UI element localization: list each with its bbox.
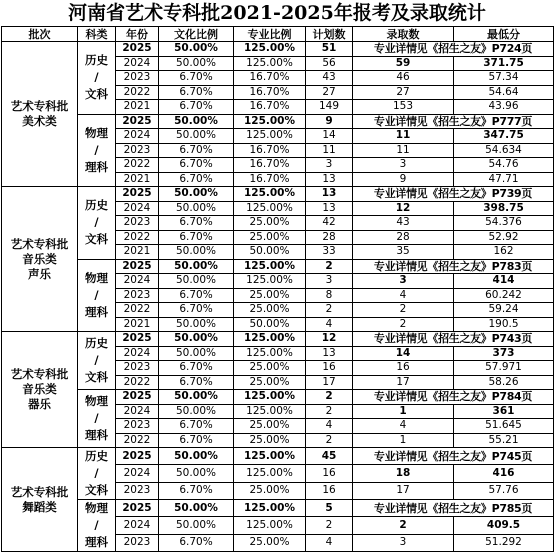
admitted-count-cell: 16	[353, 361, 454, 376]
category-label-line: 理科	[85, 535, 108, 549]
table-row	[2, 259, 554, 274]
category-label-line: 物理	[85, 125, 108, 140]
plan-count-cell: 45	[306, 448, 353, 465]
plan-count-cell: 13	[306, 187, 353, 202]
batch-label-line: 艺术专科批	[10, 236, 69, 251]
culture-ratio-cell: 50.00%	[159, 56, 234, 71]
culture-ratio-cell: 6.70%	[159, 158, 234, 173]
admitted-count-cell: 9	[353, 172, 454, 187]
category-label-line: 历史	[85, 53, 108, 68]
culture-ratio-cell: 6.70%	[159, 482, 234, 499]
culture-ratio-cell: 6.70%	[159, 375, 234, 390]
year-cell: 2023	[116, 419, 159, 434]
plan-count-cell: 8	[306, 288, 353, 303]
guide-reference-cell	[353, 448, 554, 465]
year-cell: 2024	[116, 129, 159, 144]
plan-count-cell: 2	[306, 390, 353, 405]
table-row	[2, 332, 554, 347]
year-cell: 2025	[116, 500, 159, 517]
plan-count-cell: 13	[306, 201, 353, 216]
min-score-cell: 414	[454, 274, 554, 289]
year-cell: 2023	[116, 216, 159, 231]
culture-ratio-cell: 50.00%	[159, 346, 234, 361]
batch-label-line: 舞蹈类	[22, 499, 57, 514]
culture-ratio-cell: 50.00%	[159, 317, 234, 332]
professional-ratio-cell: 125.00%	[234, 332, 306, 347]
category-label-line: 理科	[85, 428, 108, 442]
year-cell: 2021	[116, 172, 159, 187]
plan-count-cell: 2	[306, 404, 353, 419]
admission-table	[1, 26, 554, 552]
category-label-line: 文科	[85, 483, 108, 497]
professional-ratio-cell: 125.00%	[234, 517, 306, 534]
min-score-cell: 54.634	[454, 143, 554, 158]
guide-reference-text: 专业详情见《招生之友》	[373, 332, 492, 346]
year-cell: 2021	[116, 317, 159, 332]
professional-ratio-cell: 25.00%	[234, 375, 306, 390]
professional-ratio-cell: 16.70%	[234, 71, 306, 86]
culture-ratio-cell: 6.70%	[159, 303, 234, 318]
guide-page-number: P784页	[491, 390, 533, 404]
plan-count-cell: 149	[306, 100, 353, 115]
admitted-count-cell: 2	[353, 517, 454, 534]
batch-cell	[2, 448, 78, 552]
min-score-cell: 54.76	[454, 158, 554, 173]
culture-ratio-cell: 6.70%	[159, 419, 234, 434]
header-culture-ratio: 文化比例	[159, 27, 234, 42]
plan-count-cell: 13	[306, 172, 353, 187]
culture-ratio-cell: 6.70%	[159, 143, 234, 158]
year-cell: 2023	[116, 361, 159, 376]
professional-ratio-cell: 125.00%	[234, 259, 306, 274]
professional-ratio-cell: 125.00%	[234, 274, 306, 289]
category-cell	[78, 448, 116, 500]
culture-ratio-cell: 6.70%	[159, 433, 234, 448]
table-body	[2, 42, 554, 552]
table-row	[2, 114, 554, 129]
min-score-cell: 409.5	[454, 517, 554, 534]
category-label-line: 历史	[85, 449, 108, 463]
professional-ratio-cell: 125.00%	[234, 114, 306, 129]
guide-reference-cell	[353, 114, 554, 129]
admitted-count-cell: 43	[353, 216, 454, 231]
category-label-line: 历史	[85, 198, 108, 213]
admitted-count-cell: 2	[353, 317, 454, 332]
year-cell: 2021	[116, 100, 159, 115]
culture-ratio-cell: 50.00%	[159, 42, 234, 57]
culture-ratio-cell: 50.00%	[159, 404, 234, 419]
year-cell: 2024	[116, 465, 159, 482]
admitted-count-cell: 4	[353, 288, 454, 303]
guide-page-number: P739页	[491, 187, 533, 201]
batch-label-line: 艺术专科批	[10, 99, 69, 113]
min-score-cell: 59.24	[454, 303, 554, 318]
header-batch: 批次	[2, 27, 78, 42]
culture-ratio-cell: 50.00%	[159, 187, 234, 202]
guide-page-number: P724页	[491, 42, 533, 56]
plan-count-cell: 2	[306, 433, 353, 448]
culture-ratio-cell: 6.70%	[159, 100, 234, 115]
category-label-line: /	[94, 287, 99, 302]
admitted-count-cell: 35	[353, 245, 454, 260]
batch-label-line: 音乐类	[22, 251, 57, 266]
professional-ratio-cell: 125.00%	[234, 129, 306, 144]
year-cell: 2022	[116, 230, 159, 245]
batch-label-line: 美术类	[22, 114, 57, 128]
culture-ratio-cell: 6.70%	[159, 534, 234, 551]
admitted-count-cell: 28	[353, 230, 454, 245]
admitted-count-cell: 153	[353, 100, 454, 115]
year-cell: 2023	[116, 482, 159, 499]
guide-page-number: P785页	[491, 501, 533, 515]
culture-ratio-cell: 50.00%	[159, 259, 234, 274]
culture-ratio-cell: 50.00%	[159, 201, 234, 216]
category-cell	[78, 187, 116, 260]
culture-ratio-cell: 50.00%	[159, 129, 234, 144]
professional-ratio-cell: 16.70%	[234, 143, 306, 158]
category-label-line: /	[94, 411, 99, 425]
culture-ratio-cell: 6.70%	[159, 85, 234, 100]
guide-reference-text: 专业详情见《招生之友》	[373, 501, 492, 515]
professional-ratio-cell: 125.00%	[234, 346, 306, 361]
admitted-count-cell: 18	[353, 465, 454, 482]
category-cell	[78, 114, 116, 187]
admitted-count-cell: 1	[353, 404, 454, 419]
year-cell: 2023	[116, 534, 159, 551]
plan-count-cell: 3	[306, 274, 353, 289]
culture-ratio-cell: 6.70%	[159, 172, 234, 187]
header-category: 科类	[78, 27, 116, 42]
header-admitted-count: 录取数	[353, 27, 454, 42]
culture-ratio-cell: 50.00%	[159, 274, 234, 289]
guide-reference-text: 专业详情见《招生之友》	[373, 114, 492, 128]
year-cell: 2025	[116, 332, 159, 347]
header-professional-ratio: 专业比例	[234, 27, 306, 42]
min-score-cell: 347.75	[454, 129, 554, 144]
min-score-cell: 57.34	[454, 71, 554, 86]
min-score-cell: 361	[454, 404, 554, 419]
culture-ratio-cell: 50.00%	[159, 332, 234, 347]
professional-ratio-cell: 50.00%	[234, 317, 306, 332]
category-cell	[78, 332, 116, 390]
year-cell: 2025	[116, 114, 159, 129]
culture-ratio-cell: 6.70%	[159, 230, 234, 245]
guide-reference-cell	[353, 390, 554, 405]
admitted-count-cell: 46	[353, 71, 454, 86]
year-cell: 2024	[116, 274, 159, 289]
min-score-cell: 52.92	[454, 230, 554, 245]
batch-label-line: 音乐类	[22, 382, 57, 396]
year-cell: 2022	[116, 303, 159, 318]
culture-ratio-cell: 50.00%	[159, 517, 234, 534]
category-label-line: 理科	[85, 304, 108, 319]
culture-ratio-cell: 6.70%	[159, 361, 234, 376]
batch-cell	[2, 187, 78, 332]
year-cell: 2025	[116, 42, 159, 57]
admitted-count-cell: 2	[353, 303, 454, 318]
header-plan-count: 计划数	[306, 27, 353, 42]
plan-count-cell: 11	[306, 143, 353, 158]
culture-ratio-cell: 50.00%	[159, 390, 234, 405]
category-cell	[78, 500, 116, 552]
professional-ratio-cell: 125.00%	[234, 448, 306, 465]
batch-cell	[2, 332, 78, 448]
page-title: 河南省艺术专科批2021-2025年报考及录取统计	[68, 2, 486, 24]
year-cell: 2023	[116, 143, 159, 158]
professional-ratio-cell: 25.00%	[234, 288, 306, 303]
guide-reference-text: 专业详情见《招生之友》	[373, 187, 492, 201]
plan-count-cell: 2	[306, 259, 353, 274]
culture-ratio-cell: 50.00%	[159, 500, 234, 517]
plan-count-cell: 43	[306, 71, 353, 86]
category-label-line: 理科	[85, 159, 108, 174]
header-row	[2, 27, 554, 42]
culture-ratio-cell: 50.00%	[159, 465, 234, 482]
admitted-count-cell: 1	[353, 433, 454, 448]
min-score-cell: 58.26	[454, 375, 554, 390]
plan-count-cell: 4	[306, 419, 353, 434]
year-cell: 2025	[116, 390, 159, 405]
admitted-count-cell: 4	[353, 419, 454, 434]
batch-label-line: 艺术专科批	[10, 484, 69, 499]
plan-count-cell: 27	[306, 85, 353, 100]
professional-ratio-cell: 25.00%	[234, 303, 306, 318]
admitted-count-cell: 17	[353, 482, 454, 499]
table-row	[2, 390, 554, 405]
plan-count-cell: 51	[306, 42, 353, 57]
min-score-cell: 57.971	[454, 361, 554, 376]
year-cell: 2024	[116, 56, 159, 71]
year-cell: 2024	[116, 404, 159, 419]
min-score-cell: 162	[454, 245, 554, 260]
category-label-line: /	[94, 142, 99, 157]
header-min-score: 最低分	[454, 27, 554, 42]
year-cell: 2024	[116, 346, 159, 361]
category-cell	[78, 259, 116, 332]
professional-ratio-cell: 50.00%	[234, 245, 306, 260]
category-cell	[78, 390, 116, 448]
plan-count-cell: 4	[306, 317, 353, 332]
category-label-line: 物理	[85, 394, 108, 408]
plan-count-cell: 16	[306, 361, 353, 376]
admitted-count-cell: 3	[353, 534, 454, 551]
min-score-cell: 43.96	[454, 100, 554, 115]
year-cell: 2023	[116, 288, 159, 303]
professional-ratio-cell: 125.00%	[234, 390, 306, 405]
professional-ratio-cell: 125.00%	[234, 404, 306, 419]
category-label-line: /	[94, 466, 99, 480]
culture-ratio-cell: 6.70%	[159, 288, 234, 303]
year-cell: 2022	[116, 433, 159, 448]
min-score-cell: 57.76	[454, 482, 554, 499]
plan-count-cell: 9	[306, 114, 353, 129]
plan-count-cell: 2	[306, 517, 353, 534]
category-label-line: 文科	[85, 232, 108, 247]
year-cell: 2021	[116, 245, 159, 260]
admitted-count-cell: 11	[353, 129, 454, 144]
plan-count-cell: 4	[306, 534, 353, 551]
year-cell: 2025	[116, 259, 159, 274]
category-label-line: 文科	[85, 87, 108, 102]
category-label-line: 文科	[85, 370, 108, 384]
min-score-cell: 54.64	[454, 85, 554, 100]
admitted-count-cell: 3	[353, 274, 454, 289]
batch-label-line: 声乐	[28, 266, 51, 281]
min-score-cell: 47.71	[454, 172, 554, 187]
batch-label-line: 艺术专科批	[10, 367, 69, 381]
professional-ratio-cell: 125.00%	[234, 500, 306, 517]
table-row	[2, 448, 554, 465]
professional-ratio-cell: 25.00%	[234, 361, 306, 376]
culture-ratio-cell: 6.70%	[159, 71, 234, 86]
plan-count-cell: 13	[306, 346, 353, 361]
admitted-count-cell: 27	[353, 85, 454, 100]
culture-ratio-cell: 6.70%	[159, 216, 234, 231]
admitted-count-cell: 17	[353, 375, 454, 390]
table-row	[2, 42, 554, 57]
min-score-cell: 51.645	[454, 419, 554, 434]
plan-count-cell: 5	[306, 500, 353, 517]
plan-count-cell: 12	[306, 332, 353, 347]
batch-label-line: 器乐	[28, 397, 51, 411]
header-year: 年份	[116, 27, 159, 42]
min-score-cell: 190.5	[454, 317, 554, 332]
min-score-cell: 371.75	[454, 56, 554, 71]
category-label-line: /	[94, 353, 99, 367]
plan-count-cell: 3	[306, 158, 353, 173]
guide-reference-text: 专业详情见《招生之友》	[373, 42, 492, 56]
min-score-cell: 51.292	[454, 534, 554, 551]
plan-count-cell: 16	[306, 482, 353, 499]
year-cell: 2024	[116, 201, 159, 216]
guide-page-number: P745页	[491, 449, 533, 463]
guide-reference-text: 专业详情见《招生之友》	[373, 259, 492, 273]
min-score-cell: 416	[454, 465, 554, 482]
culture-ratio-cell: 50.00%	[159, 114, 234, 129]
category-label-line: 物理	[85, 270, 108, 285]
min-score-cell: 55.21	[454, 433, 554, 448]
guide-reference-cell	[353, 259, 554, 274]
plan-count-cell: 42	[306, 216, 353, 231]
professional-ratio-cell: 25.00%	[234, 433, 306, 448]
professional-ratio-cell: 125.00%	[234, 187, 306, 202]
batch-cell	[2, 42, 78, 187]
professional-ratio-cell: 125.00%	[234, 201, 306, 216]
year-cell: 2024	[116, 517, 159, 534]
professional-ratio-cell: 16.70%	[234, 100, 306, 115]
admitted-count-cell: 59	[353, 56, 454, 71]
guide-reference-text: 专业详情见《招生之友》	[373, 449, 492, 463]
guide-reference-cell	[353, 42, 554, 57]
category-label-line: /	[94, 70, 99, 85]
admitted-count-cell: 11	[353, 143, 454, 158]
plan-count-cell: 56	[306, 56, 353, 71]
plan-count-cell: 16	[306, 465, 353, 482]
professional-ratio-cell: 16.70%	[234, 172, 306, 187]
guide-reference-cell	[353, 187, 554, 202]
plan-count-cell: 2	[306, 303, 353, 318]
min-score-cell: 60.242	[454, 288, 554, 303]
professional-ratio-cell: 125.00%	[234, 42, 306, 57]
culture-ratio-cell: 50.00%	[159, 245, 234, 260]
category-label-line: /	[94, 518, 99, 532]
professional-ratio-cell: 25.00%	[234, 216, 306, 231]
table-row	[2, 500, 554, 517]
year-cell: 2022	[116, 375, 159, 390]
year-cell: 2025	[116, 187, 159, 202]
min-score-cell: 398.75	[454, 201, 554, 216]
professional-ratio-cell: 16.70%	[234, 158, 306, 173]
professional-ratio-cell: 25.00%	[234, 230, 306, 245]
professional-ratio-cell: 16.70%	[234, 85, 306, 100]
professional-ratio-cell: 25.00%	[234, 419, 306, 434]
professional-ratio-cell: 25.00%	[234, 534, 306, 551]
guide-reference-cell	[353, 500, 554, 517]
culture-ratio-cell: 50.00%	[159, 448, 234, 465]
guide-reference-cell	[353, 332, 554, 347]
category-label-line: 物理	[85, 501, 108, 515]
category-cell	[78, 42, 116, 115]
year-cell: 2022	[116, 85, 159, 100]
min-score-cell: 54.376	[454, 216, 554, 231]
professional-ratio-cell: 25.00%	[234, 482, 306, 499]
min-score-cell: 373	[454, 346, 554, 361]
professional-ratio-cell: 125.00%	[234, 56, 306, 71]
plan-count-cell: 14	[306, 129, 353, 144]
plan-count-cell: 33	[306, 245, 353, 260]
plan-count-cell: 28	[306, 230, 353, 245]
admitted-count-cell: 3	[353, 158, 454, 173]
category-label-line: /	[94, 215, 99, 230]
admitted-count-cell: 12	[353, 201, 454, 216]
guide-page-number: P743页	[491, 332, 533, 346]
guide-page-number: P777页	[491, 114, 533, 128]
admitted-count-cell: 14	[353, 346, 454, 361]
year-cell: 2025	[116, 448, 159, 465]
professional-ratio-cell: 125.00%	[234, 465, 306, 482]
guide-reference-text: 专业详情见《招生之友》	[373, 390, 492, 404]
year-cell: 2022	[116, 158, 159, 173]
category-label-line: 历史	[85, 336, 108, 350]
plan-count-cell: 17	[306, 375, 353, 390]
guide-page-number: P783页	[491, 259, 533, 273]
year-cell: 2023	[116, 71, 159, 86]
table-row	[2, 187, 554, 202]
